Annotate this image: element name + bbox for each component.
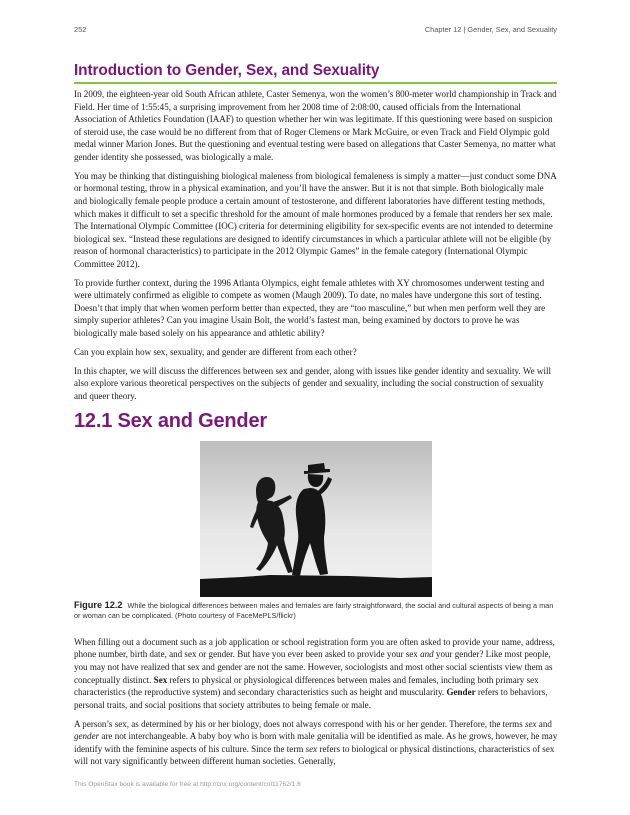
intro-heading: Introduction to Gender, Sex, and Sexuality xyxy=(74,62,557,84)
photo-wall xyxy=(200,575,432,597)
page-footer: This OpenStax book is available for free at http://cnx.org/content/col11762/1.6 xyxy=(74,781,301,788)
emphasis-and: and xyxy=(420,649,434,660)
body-paragraph-1 xyxy=(74,636,558,712)
section-heading: 12.1 Sex and Gender xyxy=(74,410,267,433)
term-sex: Sex xyxy=(153,674,168,685)
figure-label: Figure 12.2 xyxy=(74,600,123,610)
figure-caption-text: While the biological differences between males and females are fairly straightforward, the social and cultural aspects of being a man or woman can be complicated. (Photo courtesy of FaceMePLS/flickr) xyxy=(74,601,554,621)
intro-paragraph-5: In this chapter, we will discuss the differences between sex and gender, along with issues like gender identity and sexuality. We will also explore various theoretical perspectives on the subjects of gender and sexuality, including the social construction of sexuality and queer theory. xyxy=(74,365,551,401)
intro-paragraph-1: In 2009, the eighteen-year old South African athlete, Caster Semenya, won the women’s 800-meter world championship in Track and Field. Her time of 1:55:45, a surprising improvement from her 2008 time of 2:08:00, caused officials from the International Association of Athletics Foundation (IAAF) to question whether her win was legitimate. If this questioning were based on suspicion of steroid use, the case would be no different from that of Roger Clemens or Mark McGuire, or even Track and Field Olympic gold medal winner Marion Jones. But the questioning and eventual testing were based on allegations that Caster Semenya, no matter what gender identity she possessed, was biologically a male. xyxy=(74,89,557,162)
body-text: When filling out a document such as a job application or school registration form you are often asked to provide your name, address, phone number, birth date, and sex or gender. But have you ever been asked to provide your sex xyxy=(74,636,555,660)
body-text: and xyxy=(536,718,552,729)
intro-question: Can you explain how sex, sexuality, and gender are different from each other? xyxy=(74,346,357,357)
body-text: are not interchangeable. A baby boy who is born with male genitalia will be identified as male. As he grows, however, he may identify with the feminine aspects of his culture. Since the term xyxy=(74,731,558,754)
body-text: your gender? Like most people, you may not have realized that sex and gender are not the same. However, sociologists and most other social scientists view them as conceptually distinct. xyxy=(74,649,553,685)
page-number: 252 xyxy=(74,25,87,34)
emphasis-sex: sex xyxy=(524,718,537,729)
running-header xyxy=(74,25,557,34)
intro-paragraph-2: You may be thinking that distinguishing biological maleness from biological femaleness is simply a matter—just conduct some DNA or hormonal testing, throw in a physical examination, and you’ll have the answer. But it is not that simple. Both biologically male and biologically female people produce a certain amount of testosterone, and different laboratories have different testing methods, which makes it difficult to set a specific threshold for the amount of male hormones produced by a female that renders her sex male. The International Olympic Committee (IOC) criteria for determining eligibility for sex-specific events are not intended to determine biological sex. “Instead these regulations are designed to identify circumstances in which a particular athlete will not be eligible (by reason of hormonal characteristics) to participate in the 2012 Olympic Games” in the female category (International Olympic Committee 2012). xyxy=(74,170,557,269)
body-paragraph-2 xyxy=(74,718,558,768)
body-text: A person’s sex, as determined by his or her biology, does not always correspond with his or her gender. Therefore, the terms xyxy=(74,718,525,729)
intro-paragraph-3: To provide further context, during the 1996 Atlanta Olympics, eight female athletes with XY chromosomes underwent testing and were ultimately confirmed as eligible to compete as women (Maugh 2009). To date, no males have undergone this sort of testing. Doesn’t that imply that when women perform better than expected, they are “too masculine,” but when men perform well they are simply superior athletes? Can you imagine Usain Bolt, the world’s fastest man, being examined by doctors to prove he was biologically male based solely on his appearance and athletic ability? xyxy=(74,277,546,339)
figure-photo xyxy=(200,441,432,597)
emphasis-gender: gender xyxy=(74,731,100,742)
emphasis-sex-2: sex xyxy=(305,743,318,754)
figure-caption xyxy=(74,600,558,622)
term-gender: Gender xyxy=(446,687,476,698)
chapter-title: Chapter 12 | Gender, Sex, and Sexuality xyxy=(424,25,557,34)
body-text: refers to biological or physical distinctions, characteristics of sex will not vary significantly between different human societies. Generally, xyxy=(74,743,555,767)
body-text: refers to physical or physiological differences between males and females, including both primary sex characteristics (the reproductive system) and secondary characteristics such as height and muscularity. xyxy=(74,674,539,698)
main-content xyxy=(74,88,558,774)
body-text: refers to behaviors, personal traits, and social positions that society attributes to being female or male. xyxy=(74,687,548,710)
